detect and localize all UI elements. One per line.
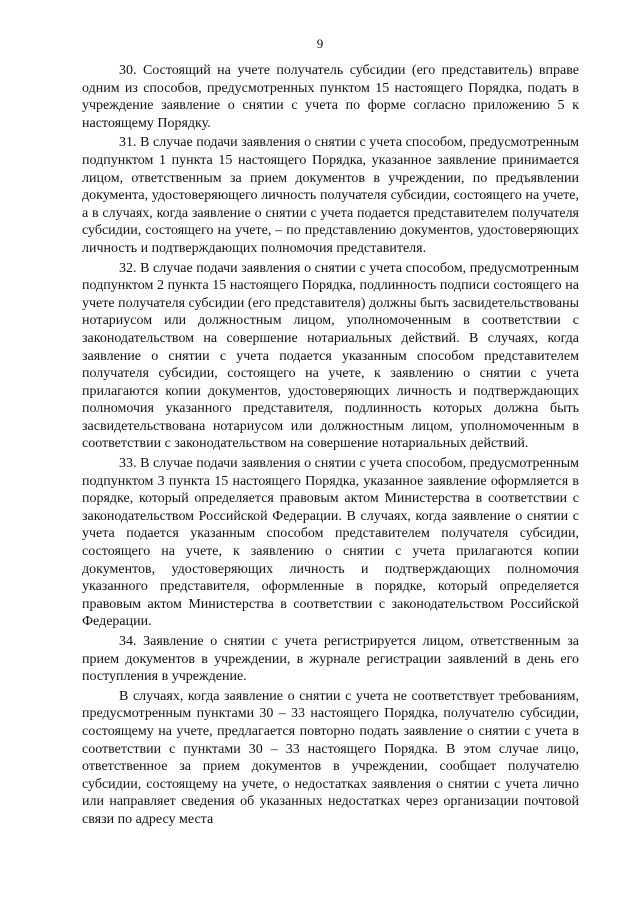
paragraph-31: 31. В случае подачи заявления о снятии с учета способом, предусмотренным подпунктом 1 пункта 15 настоящего Порядка, указанное заявление принимается лицом, ответственным за прием документов в учреждении, по предъявлении документа, удостоверяющего личность получателя субсидии, состоящего на учете, а в случаях, когда заявление о снятии с учета подается представителем получателя субсидии, состоящего на учете, – по представлению документов, удостоверяющих личность и подтверждающих полномочия представителя. — [82, 135, 579, 256]
paragraph-30: 30. Состоящий на учете получатель субсидии (его представитель) вправе одним из способов, предусмотренных пунктом 15 настоящего Порядка, подать в учреждение заявление о снятии с учета по форме согласно приложению 5 к настоящему Порядку. — [82, 63, 579, 131]
paragraph-33: 33. В случае подачи заявления о снятии с учета способом, предусмотренным подпунктом 3 пункта 15 настоящего Порядка, указанное заявление оформляется в порядке, который определяется правовым актом Министерства в соответствии с законодательством Российской Федерации. В случаях, когда заявление о снятии с учета подается указанным способом представителем получателя субсидии, состоящего на учете, к заявлению о снятии с учета прилагаются копии документов, удостоверяющих личность и подтверждающих полномочия указанного представителя, оформленные в порядке, который определяется правовым актом Министерства в соответствии с законодательством Российской Федерации. — [82, 456, 579, 630]
page-number: 9 — [316, 36, 324, 51]
document-body — [82, 62, 579, 831]
paragraph-34: 34. Заявление о снятии с учета регистрируется лицом, ответственным за прием документов в учреждении, в журнале регистрации заявлений в день его поступления в учреждение. — [82, 634, 579, 685]
paragraph-32: 32. В случае подачи заявления о снятии с учета способом, предусмотренным подпунктом 2 пункта 15 настоящего Порядка, подлинность подписи состоящего на учете получателя субсидии (его представителя) должны быть засвидетельствованы нотариусом или должностным лицом, уполномоченным в соответствии с законодательством на совершение нотариальных действий. В случаях, когда заявление о снятии с учета подается указанным способом представителем получателя субсидии, состоящего на учете, к заявлению о снятии с учета прилагаются копии документов, удостоверяющих личность и подтверждающих полномочия указанного представителя, подлинность которых должна быть засвидетельствована нотариусом или должностным лицом, уполномоченным в соответствии с законодательством на совершение нотариальных действий. — [82, 260, 579, 452]
paragraph-34-continued: В случаях, когда заявление о снятии с учета не соответствует требованиям, предусмотренным пунктами 30 – 33 настоящего Порядка, получателю субсидии, состоящему на учете, предлагается повторно подать заявление о снятии с учета в соответствии с пунктами 30 – 33 настоящего Порядка. В этом случае лицо, ответственное за прием документов в учреждении, сообщает получателю субсидии, состоящему на учете, о недостатках заявления о снятии с учета лично или направляет сведения об указанных недостатках через организации почтовой связи по адресу места — [82, 688, 579, 827]
